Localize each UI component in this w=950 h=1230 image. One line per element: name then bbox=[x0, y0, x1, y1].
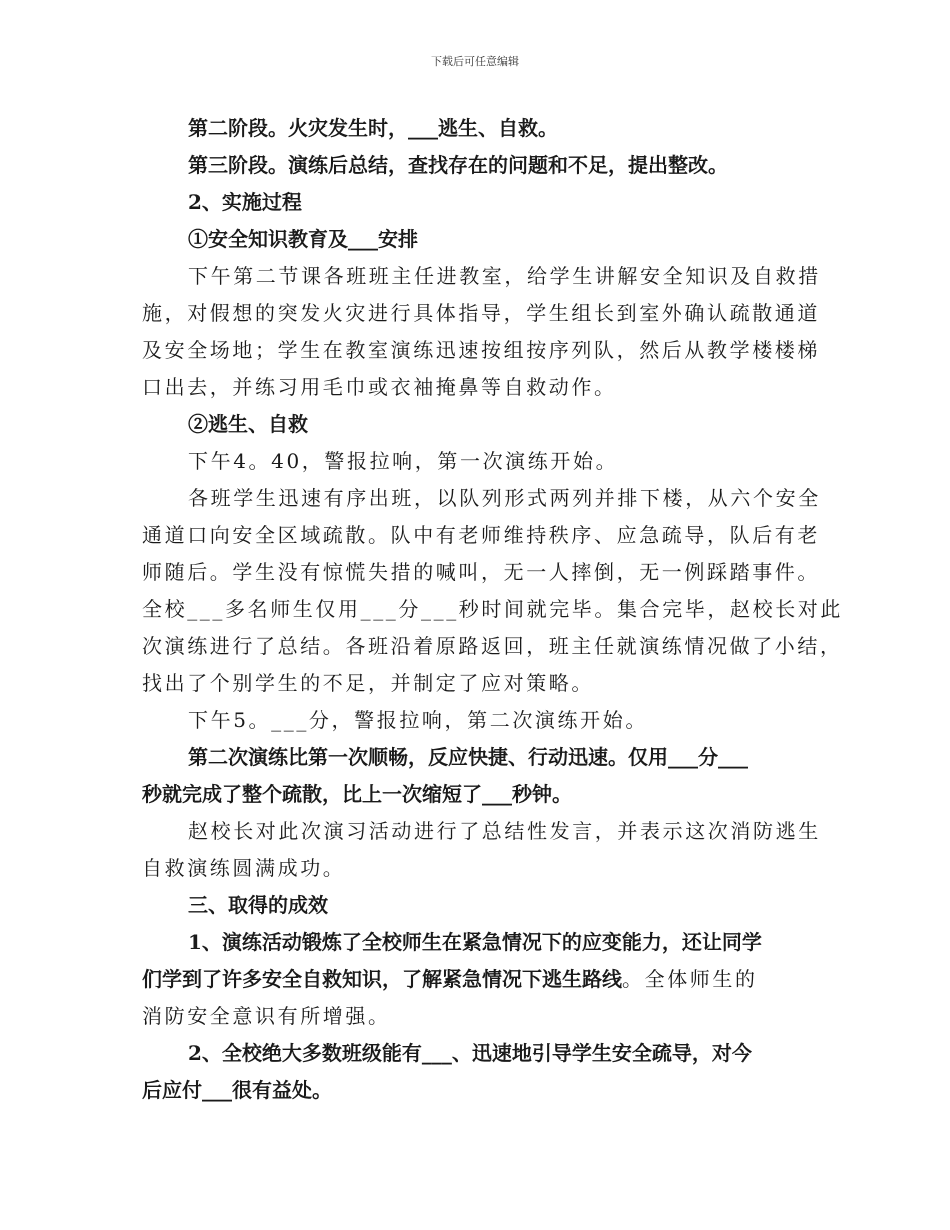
text-line: 施，对假想的突发火灾进行具体指导，学生组长到室外确认疏散通道 bbox=[142, 301, 820, 325]
text-line: 全校___多名师生仅用___分___秒时间就完毕。集合完毕，赵校长对此 bbox=[142, 597, 843, 621]
text-line: 下午4。40，警报拉响，第一次演练开始。 bbox=[188, 449, 619, 473]
text-line: 找出了个别学生的不足，并制定了应对策略。 bbox=[142, 671, 594, 695]
text-line: 秒就完成了整个疏散，比上一次缩短了___秒钟。 bbox=[142, 782, 572, 806]
page-header: 下载后可任意编辑 bbox=[431, 55, 519, 68]
text-line: 各班学生迅速有序出班，以队列形式两列并排下楼，从六个安全 bbox=[188, 486, 821, 510]
text-line: 1、演练活动锻炼了全校师生在紧急情况下的应变能力，还让同学 bbox=[188, 930, 762, 954]
section-heading: 三、取得的成效 bbox=[188, 893, 328, 917]
text-line: 第二次演练比第一次顺畅，反应快捷、行动迅速。仅用___分___ bbox=[188, 745, 748, 769]
text-span-bold: 们学到了许多安全自救知识，了解紧急情况下逃生路线 bbox=[142, 967, 622, 991]
text-line: 口出去，并练习用毛巾或衣袖掩鼻等自救动作。 bbox=[142, 375, 617, 399]
text-line: 及安全场地；学生在教室演练迅速按组按序列队，然后从教学楼楼梯 bbox=[142, 338, 820, 362]
text-line: 下午5。___分，警报拉响，第二次演练开始。 bbox=[188, 708, 648, 732]
text-line: 师随后。学生没有惊慌失措的喊叫，无一人摔倒，无一例踩踏事件。 bbox=[142, 560, 820, 584]
text-line: ②逃生、自救 bbox=[188, 412, 308, 436]
text-line: 第二阶段。火灾发生时，___逃生、自救。 bbox=[188, 116, 558, 140]
text-line: 自救演练圆满成功。 bbox=[142, 856, 346, 880]
text-line: 下午第二节课各班班主任进教室，给学生讲解安全知识及自救措 bbox=[188, 264, 821, 288]
text-line: 通道口向安全区域疏散。队中有老师维持秩序、应急疏导，队后有老 bbox=[142, 523, 820, 547]
text-line: 赵校长对此次演习活动进行了总结性发言，并表示这次消防逃生 bbox=[188, 819, 821, 843]
text-line: 后应付___很有益处。 bbox=[142, 1078, 332, 1102]
text-line bbox=[142, 965, 832, 993]
text-line: 第三阶段。演练后总结，查找存在的问题和不足，提出整改。 bbox=[188, 153, 728, 177]
text-line: 消防安全意识有所增强。 bbox=[142, 1004, 391, 1028]
text-line: ①安全知识教育及___安排 bbox=[188, 227, 418, 251]
text-span: 。全体师生的 bbox=[622, 967, 758, 991]
text-line: 2、全校绝大多数班级能有___、迅速地引导学生安全疏导，对今 bbox=[188, 1041, 752, 1065]
text-line: 2、实施过程 bbox=[188, 190, 302, 214]
text-line: 次演练进行了总结。各班沿着原路返回，班主任就演练情况做了小结， bbox=[142, 634, 843, 658]
